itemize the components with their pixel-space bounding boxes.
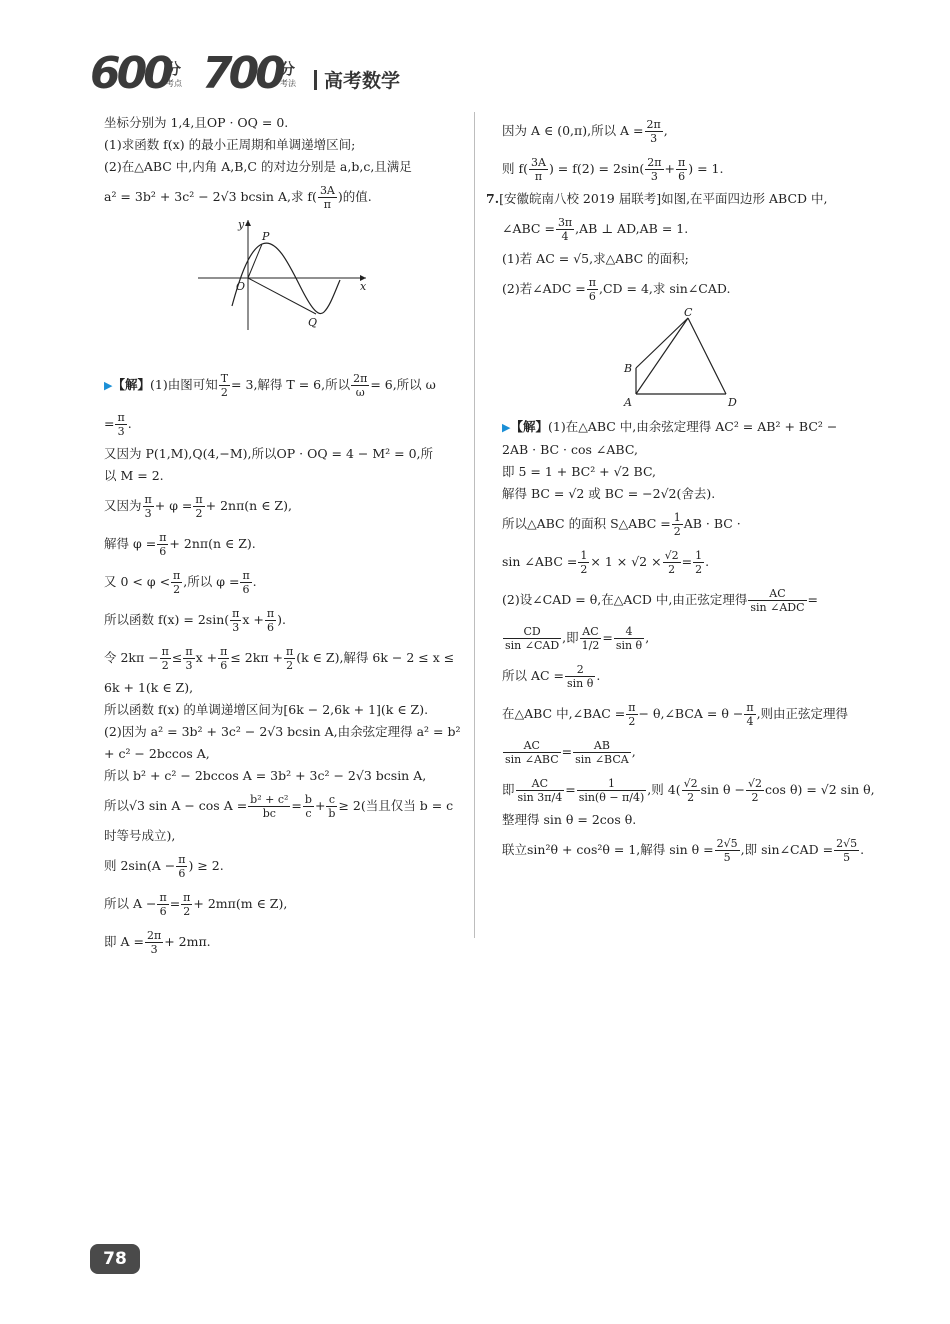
question-line: (2)若∠ADC = $\frac{\pi}{6}$ ,CD = 4,求 sin∠CAD. bbox=[502, 276, 731, 303]
x-label: x bbox=[360, 280, 367, 293]
logo-sub-2: 考法 bbox=[280, 79, 296, 88]
question-number: 7. bbox=[486, 191, 500, 206]
solution-line: 时等号成立), bbox=[104, 828, 176, 843]
page-number: 78 bbox=[90, 1244, 140, 1274]
y-axis-arrow-icon bbox=[245, 220, 251, 226]
solution-line: 则 f( $\frac{3A}{\pi}$ ) = f(2) = 2sin( $\frac{2\pi}{3}$ + $\frac{\pi}{6}$ ) = 1. bbox=[502, 156, 724, 183]
solution-line: 又 0 < φ < $\frac{\pi}{2}$ ,所以 φ = $\frac{\pi}{6}$ . bbox=[104, 569, 257, 596]
solution-line: 又因为 P(1,M),Q(4,−M),所以OP · OQ = 4 − M² = 0,所 bbox=[104, 446, 434, 461]
solution-line: 所以√3 sin A − cos A = $\frac{\text{b² + c²}}{bc}$ = $\frac{b}{c}$ + $\frac{c}{b}$ ≥ 2(当且仅当 b = c bbox=[104, 793, 454, 820]
solution-marker-icon: ▶ bbox=[104, 379, 113, 392]
question-line: (1)若 AC = √5,求△ABC 的面积; bbox=[502, 251, 689, 266]
quadrilateral-figure bbox=[614, 306, 744, 410]
solution-line: $\frac{AC}{\text{sin ∠ABC}}$ = $\frac{AB}{\text{sin ∠BCA}}$ , bbox=[505, 739, 636, 766]
solution-line: 联立sin²θ + cos²θ = 1,解得 sin θ = $\frac{2√5}{5}$ ,即 sin∠CAD = $\frac{2√5}{5}$ . bbox=[502, 837, 865, 864]
solution-line: 所以 A − $\frac{\pi}{6}$ = $\frac{\pi}{2}$ + 2mπ(m ∈ Z), bbox=[104, 891, 288, 918]
solution-line: $\frac{CD}{\text{sin ∠CAD}}$ ,即 $\frac{AC}{1/2}$ = $\frac{4}{\text{sin θ}}$ , bbox=[505, 625, 650, 652]
logo-600: 600 bbox=[90, 48, 170, 99]
header-divider bbox=[314, 70, 317, 90]
solution-line: (2)因为 a² = 3b² + 3c² − 2√3 bcsin A,由余弦定理得 a² = b² bbox=[104, 724, 461, 739]
text-line: (1)求函数 f(x) 的最小正周期和单调递增区间; bbox=[104, 137, 356, 152]
solution-line: 所以 AC = $\frac{2}{\text{sin θ}}$ . bbox=[502, 663, 601, 690]
solution-line: 所以 b² + c² − 2bccos A = 3b² + 3c² − 2√3 bcsin A, bbox=[104, 768, 427, 783]
solution-line: 即 5 = 1 + BC² + √2 BC, bbox=[502, 464, 657, 479]
solution-line: (2)设∠CAD = θ,在△ACD 中,由正弦定理得 $\frac{AC}{\text{sin ∠ADC}}$ = bbox=[502, 587, 819, 614]
page-header bbox=[90, 36, 490, 106]
question-line: ∠ABC = $\frac{3\pi}{4}$ ,AB ⊥ AD,AB = 1. bbox=[502, 216, 689, 243]
subject-title: 高考数学 bbox=[324, 70, 401, 92]
solution-line: 所以函数 f(x) 的单调递增区间为[6k − 2,6k + 1](k ∈ Z). bbox=[104, 702, 429, 717]
solution-line: 令 2kπ − $\frac{\pi}{2}$ ≤ $\frac{\pi}{3}$ x + $\frac{\pi}{6}$ ≤ 2kπ + $\frac{\pi}{2}$ (k ∈ Z),解得 6k − 2 ≤ x ≤ bbox=[104, 645, 455, 672]
solution-line: ▶【解】(1)在△ABC 中,由余弦定理得 AC² = AB² + BC² − bbox=[502, 419, 838, 434]
solution-line: 以 M = 2. bbox=[104, 468, 164, 483]
text-line: (2)在△ABC 中,内角 A,B,C 的对边分别是 a,b,c,且满足 bbox=[104, 159, 412, 174]
point-p-label: P bbox=[262, 230, 270, 243]
solution-line: sin ∠ABC = $\frac{1}{2}$ × 1 × √2 × $\frac{√2}{2}$ = $\frac{1}{2}$ . bbox=[502, 549, 710, 576]
solution-marker-icon: ▶ bbox=[502, 421, 511, 434]
function-graph-figure bbox=[196, 214, 370, 332]
column-divider bbox=[474, 112, 475, 938]
solution-line: = $\frac{\pi}{3}$ . bbox=[104, 411, 132, 438]
right-column bbox=[486, 112, 875, 869]
solution-line: 即 A = $\frac{2\pi}{3}$ + 2mπ. bbox=[104, 929, 211, 956]
solution-line: 在△ABC 中,∠BAC = $\frac{\pi}{2}$ − θ,∠BCA = θ − $\frac{\pi}{4}$ ,则由正弦定理得 bbox=[502, 701, 849, 728]
vertex-c-label: C bbox=[684, 306, 693, 319]
solution-line: 解得 BC = √2 或 BC = −2√2(舍去). bbox=[502, 486, 716, 501]
logo-fen-1: 分 bbox=[166, 60, 182, 78]
segment-ac bbox=[636, 318, 688, 394]
solution-line: 解得 φ = $\frac{\pi}{6}$ + 2nπ(n ∈ Z). bbox=[104, 531, 256, 558]
vertex-a-label: A bbox=[624, 396, 632, 409]
solution-line: 即 $\frac{AC}{\sin 3\pi/4}$ = $\frac{1}{\sin(\theta - \pi/4)}$ ,则 4( $\frac{√2}{2}$ sin θ − $\frac{√2}{2}$ cos θ) = √2 sin θ, bbox=[502, 777, 875, 804]
solution-line: 则 2sin(A − $\frac{\pi}{6}$ ) ≥ 2. bbox=[104, 853, 224, 880]
solution-line: 所以△ABC 的面积 S△ABC = $\frac{1}{2}$ AB · BC · bbox=[502, 511, 741, 538]
solution-line: + c² − 2bccos A, bbox=[104, 746, 210, 761]
logo-fen-2: 分 bbox=[280, 60, 296, 78]
logo-700: 700 bbox=[202, 48, 282, 99]
solution-line: 2AB · BC · cos ∠ABC, bbox=[502, 442, 638, 457]
solution-line: 6k + 1(k ∈ Z), bbox=[104, 680, 194, 695]
segment-cd bbox=[688, 318, 726, 394]
solution-line: 整理得 sin θ = 2cos θ. bbox=[502, 812, 637, 827]
question-line: 7.[安徽皖南八校 2019 届联考]如图,在平面四边形 ABCD 中, bbox=[486, 191, 828, 206]
logo-sub-1: 考点 bbox=[166, 79, 182, 88]
text-line: a² = 3b² + 3c² − 2√3 bcsin A,求 f( $\frac{3A}{\pi}$ )的值. bbox=[104, 184, 372, 211]
vertex-d-label: D bbox=[728, 396, 737, 409]
segment-bc bbox=[636, 318, 688, 368]
solution-line: 又因为 $\frac{\pi}{3}$ + φ = $\frac{\pi}{2}$ + 2nπ(n ∈ Z), bbox=[104, 493, 292, 520]
point-q-label: Q bbox=[308, 316, 318, 329]
origin-label: O bbox=[236, 280, 246, 293]
y-label: y bbox=[238, 218, 245, 231]
solution-line: 因为 A ∈ (0,π),所以 A = $\frac{2\pi}{3}$ , bbox=[502, 118, 668, 145]
solution-line: 所以函数 f(x) = 2sin( $\frac{\pi}{3}$ x + $\frac{\pi}{6}$ ). bbox=[104, 607, 286, 634]
solution-line: ▶【解】(1)由图可知 $\frac{T}{2}$ = 3,解得 T = 6,所以 $\frac{2\pi}{\omega}$ = 6,所以 ω bbox=[104, 372, 436, 399]
vertex-b-label: B bbox=[624, 362, 633, 375]
text-line: 坐标分别为 1,4,且OP · OQ = 0. bbox=[104, 115, 289, 130]
